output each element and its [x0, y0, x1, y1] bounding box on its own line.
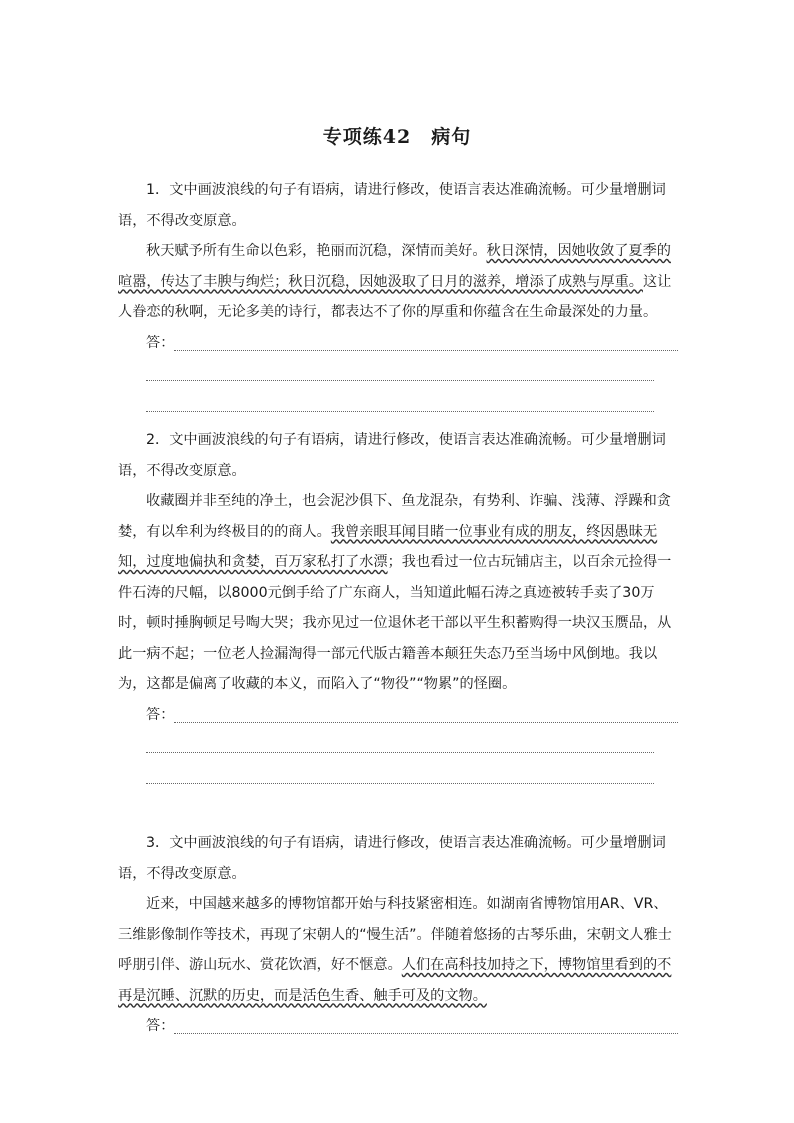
answer-line[interactable] [146, 752, 654, 753]
answer-area [118, 1011, 678, 1042]
wavy-underlined-sentence: 秋日深情，因她收敛了夏季的喧嚣，传达了丰腴与绚烂；秋日沉稳，因她汲取了日月的滋养，增添了成熟与厚重。 [118, 243, 671, 290]
answer-label: 答： [146, 1018, 175, 1034]
page-title: 专项练42 病句 [322, 126, 472, 148]
answer-line[interactable] [174, 1033, 678, 1034]
answer-area [118, 761, 678, 792]
question-3 [118, 828, 678, 1042]
answer-area [118, 389, 678, 420]
answer-line[interactable] [146, 380, 654, 381]
answer-label: 答： [146, 706, 175, 723]
answer-line[interactable] [174, 350, 678, 351]
answer-line[interactable] [146, 783, 654, 784]
passage-text: 这让人眷恋的秋啊，无论多美的诗行，都表达不了你的厚重和你蕴含在生命最深处的力量。 [118, 273, 672, 320]
passage-text: 秋天赋予所有生命以色彩，艳丽而沉稳，深情而美好。 [146, 243, 487, 259]
question-instruction: 1．文中画波浪线的句子有语病，请进行修改，使语言表达准确流畅。可少量增删词语，不得改变原意。 [118, 182, 666, 229]
passage-text: 收藏圈并非至纯的净土，也会泥沙俱下、鱼龙混杂，有势利、诈骗、浅薄、浮躁和贪婪，有以牟利为终极目的的商人。 [118, 493, 671, 540]
question-passage [118, 236, 678, 328]
answer-area [118, 328, 678, 359]
question-passage [118, 486, 678, 700]
wavy-underlined-sentence: 我曾亲眼耳闻目睹一位事业有成的朋友，终因愚昧无知，过度地偏执和贪婪，百万家私打了水漂 [118, 523, 658, 570]
answer-line[interactable] [174, 722, 678, 723]
question-instruction: 3．文中画波浪线的句子有语病，请进行修改，使语言表达准确流畅。可少量增删词语，不得改变原意。 [118, 835, 666, 882]
question-1 [118, 175, 678, 419]
answer-area [118, 730, 678, 761]
passage-text: 近来，中国越来越多的博物馆都开始与科技紧密相连。如湖南省博物馆用AR、VR、三维影像制作等技术，再现了宋朝人的“慢生活”。伴随着悠扬的古琴乐曲，宋朝文人雅士呼朋引伴、游山玩水、赏花饮酒，好不惬意。 [118, 896, 672, 973]
wavy-underlined-sentence: 人们在高科技加持之下，博物馆里看到的不再是沉睡、沉默的历史，而是活色生香、触手可及的文物。 [118, 957, 672, 1004]
answer-area [118, 700, 678, 731]
answer-label: 答： [146, 334, 175, 351]
answer-area [118, 358, 678, 389]
passage-text: ；我也看过一位古玩铺店主，以百余元捡得一件石涛的尺幅，以8000元倒手给了广东商人，当知道此幅石涛之真迹被转手卖了30万时，顿时捶胸顿足号啕大哭；我亦见过一位退休老干部以平生积蓄购得一块汉玉赝品，从此一病不起；一位老人捡漏淘得一部元代版古籍善本颠狂失态乃至当场中风倒地。我以为，这都是偏离了收藏的本义，而陷入了“物役”“物累”的怪圈。 [118, 554, 672, 692]
question-passage [118, 889, 678, 1011]
question-2 [118, 425, 678, 791]
answer-line[interactable] [146, 411, 654, 412]
question-instruction: 2．文中画波浪线的句子有语病，请进行修改，使语言表达准确流畅。可少量增删词语，不得改变原意。 [118, 432, 666, 479]
